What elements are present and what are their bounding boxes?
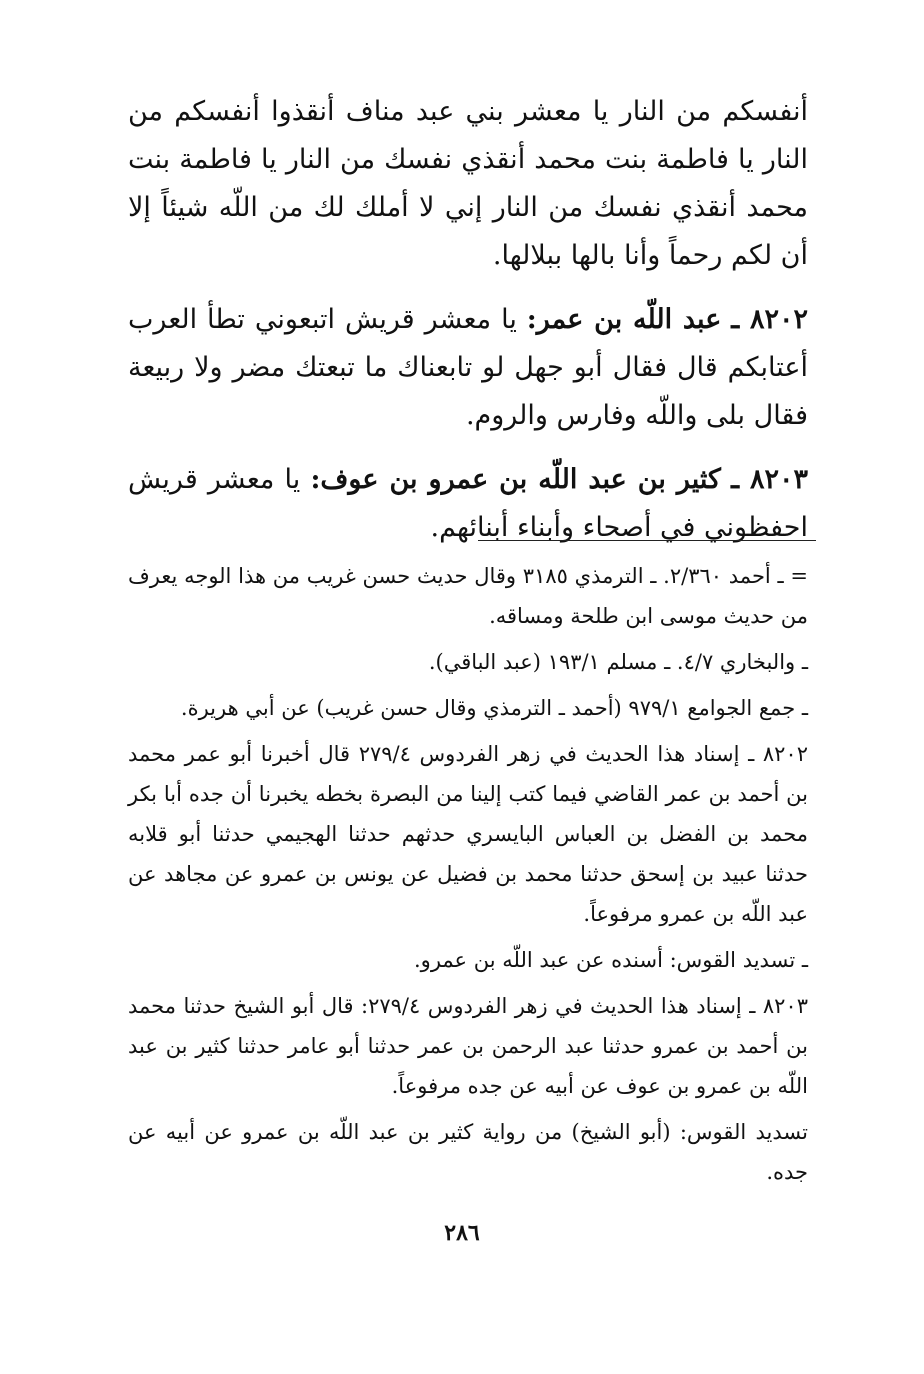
footnote: ـ جمع الجوامع ٩٧٩/١ (أحمد ـ الترمذي وقال حسن غريب) عن أبي هريرة. [180,696,808,720]
page-number: ٢٨٦ [444,1220,480,1246]
footnote: ـ تسديد القوس: أسنده عن عبد اللّه بن عمرو. [414,948,808,972]
footnotes [128,556,808,1198]
narrator-name: عبد اللّه بن عمر: [526,304,722,335]
hadith-number: ٨٢٠٣ ـ [731,464,808,495]
footnote-divider [478,540,816,541]
hadith-text: يا معشر قريش اتبعوني تطأ العرب أعتابكم قال فقال أبو جهل لو تابعناك ما تبعتك مضر ولا ربيعة فقال بلى واللّه وفارس والروم. [128,304,808,431]
hadith-number: ٨٢٠٢ ـ [731,304,808,335]
footnote: تسديد القوس: (أبو الشيخ) من رواية كثير بن عبد اللّه بن عمرو عن أبيه عن جده. [128,1120,808,1184]
footnote: ٨٢٠٢ ـ إسناد هذا الحديث في زهر الفردوس ٢٧٩/٤ قال أخبرنا أبو عمر محمد بن أحمد بن عمر القاضي فيما كتب إلينا من البصرة بخطه يخبرنا أن جده أبا بكر محمد بن الفضل بن العباس البايسري حدثهم حدثنا الهجيمي حدثنا أبو قلابه حدثنا عبيد بن إسحق حدثنا محمد بن فضيل عن يونس بن عمرو عن مجاهد عن عبد اللّه بن عمرو مرفوعاً. [128,742,808,926]
hadith-8203 [128,456,808,552]
hadith-text: يا معشر قريش احفظوني في أصحاء وأبناء أبنائهم. [128,464,808,543]
main-text [128,88,808,568]
footnote: ـ والبخاري ٤/٧. ـ مسلم ١٩٣/١ (عبد الباقي). [428,650,808,674]
narrator-name: كثير بن عبد اللّه بن عمرو بن عوف: [310,464,721,495]
footnote: = ـ أحمد ٢/٣٦٠. ـ الترمذي ٣١٨٥ وقال حديث حسن غريب من هذا الوجه يعرف من حديث موسى ابن طلحة ومساقه. [128,564,808,628]
footnote: ٨٢٠٣ ـ إسناد هذا الحديث في زهر الفردوس ٢٧٩/٤: قال أبو الشيخ حدثنا محمد بن أحمد بن عمرو حدثنا عبد الرحمن بن عمر حدثنا أبو عامر حدثنا كثير بن عبد اللّه بن عمرو بن عوف عن أبيه عن جده مرفوعاً. [128,994,808,1098]
hadith-8202 [128,296,808,440]
paragraph-continued: أنفسكم من النار يا معشر بني عبد مناف أنقذوا أنفسكم من النار يا فاطمة بنت محمد أنقذي نفسك من النار يا فاطمة بنت محمد أنقذي نفسك من النار إني لا أملك لك من اللّه شيئاً إلا أن لكم رحماً وأنا بالها ببلالها. [128,96,808,271]
